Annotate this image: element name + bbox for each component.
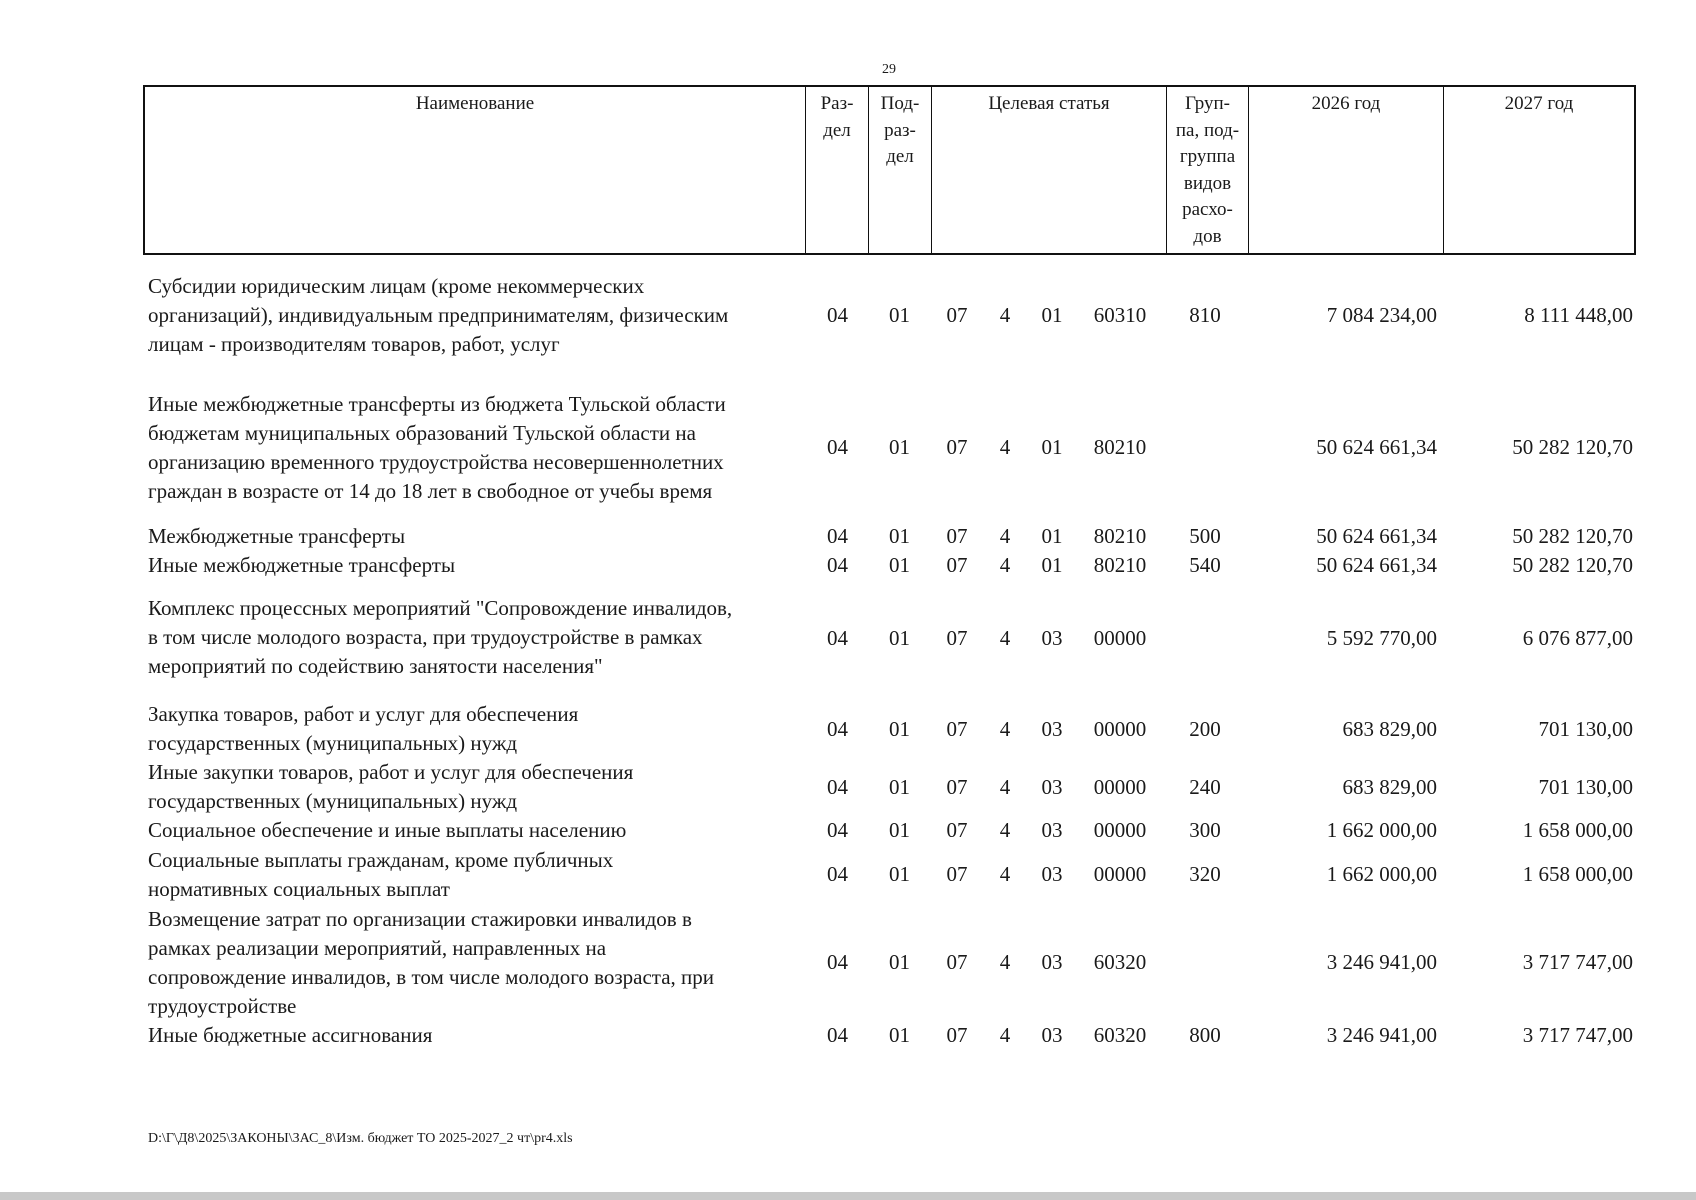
row-expense-group: 800 — [1189, 1023, 1221, 1047]
row-target-type: 4 — [999, 862, 1011, 886]
row-target-direction: 80210 — [1093, 435, 1147, 459]
row-amount-2026: 683 829,00 — [1342, 717, 1437, 741]
row-target-type: 4 — [999, 818, 1011, 842]
row-target-complex: 03 — [1041, 775, 1063, 799]
row-target-direction: 60320 — [1093, 1023, 1147, 1047]
row-target-direction: 80210 — [1093, 524, 1147, 548]
table-row — [0, 905, 1696, 1021]
row-amount-2026: 50 624 661,34 — [1316, 524, 1437, 548]
row-expense-group: 810 — [1189, 303, 1221, 327]
row-target-program: 07 — [946, 626, 968, 650]
row-target-program: 07 — [946, 717, 968, 741]
row-name: Социальные выплаты гражданам, кроме публичных нормативных социальных выплат — [148, 848, 614, 901]
row-razdel: 04 — [827, 717, 848, 741]
row-target-program: 07 — [946, 818, 968, 842]
row-expense-group: 320 — [1189, 862, 1221, 886]
row-target-direction: 00000 — [1093, 626, 1147, 650]
table-row — [0, 816, 1696, 845]
row-amount-2027: 50 282 120,70 — [1512, 524, 1633, 548]
row-amount-2026: 5 592 770,00 — [1326, 626, 1437, 650]
table-row — [0, 551, 1696, 580]
row-target-program: 07 — [946, 862, 968, 886]
row-razdel: 04 — [827, 553, 848, 577]
row-target-complex: 03 — [1041, 626, 1063, 650]
row-razdel: 04 — [827, 775, 848, 799]
table-header — [143, 85, 1636, 255]
row-target-type: 4 — [999, 435, 1011, 459]
row-expense-group: 200 — [1189, 717, 1221, 741]
row-target-program: 07 — [946, 1023, 968, 1047]
header-name: Наименование — [415, 93, 535, 114]
row-podrazdel: 01 — [889, 524, 910, 548]
table-row — [0, 594, 1696, 681]
row-amount-2027: 3 717 747,00 — [1522, 950, 1633, 974]
header-expense-group: Груп- па, под- группа видов расхо- дов — [1166, 87, 1248, 253]
row-expense-group: 540 — [1189, 553, 1221, 577]
row-name: Закупка товаров, работ и услуг для обеспечения государственных (муниципальных) нужд — [148, 702, 579, 755]
row-target-complex: 03 — [1041, 1023, 1063, 1047]
scan-edge — [0, 1192, 1696, 1200]
row-target-type: 4 — [999, 1023, 1011, 1047]
row-podrazdel: 01 — [889, 1023, 910, 1047]
row-podrazdel: 01 — [889, 435, 910, 459]
page-number: 29 — [882, 62, 896, 77]
row-podrazdel: 01 — [889, 862, 910, 886]
file-path-footer: D:\Г\Д8\2025\ЗАКОНЫ\ЗАС_8\Изм. бюджет ТО 2025-2027_2 чт\pr4.xls — [148, 1131, 573, 1146]
row-name: Иные межбюджетные трансферты из бюджета Тульской области бюджетам муниципальных образований Тульской области на организацию временного трудоустройства несовершеннолетних граждан в возрасте от 14 до 18 лет в свободное от учебы время — [148, 392, 726, 503]
row-target-direction: 60320 — [1093, 950, 1147, 974]
row-expense-group: 300 — [1189, 818, 1221, 842]
row-name: Возмещение затрат по организации стажировки инвалидов в рамках реализации мероприятий, направленных на сопровождение инвалидов, в том числе молодого возраста, при трудоустройстве — [148, 907, 715, 1018]
row-target-direction: 60310 — [1093, 303, 1147, 327]
row-target-program: 07 — [946, 950, 968, 974]
row-amount-2026: 7 084 234,00 — [1326, 303, 1437, 327]
row-target-program: 07 — [946, 775, 968, 799]
row-target-type: 4 — [999, 553, 1011, 577]
row-amount-2026: 3 246 941,00 — [1326, 1023, 1437, 1047]
row-amount-2027: 701 130,00 — [1538, 717, 1633, 741]
row-podrazdel: 01 — [889, 775, 910, 799]
row-target-complex: 01 — [1041, 435, 1063, 459]
row-target-type: 4 — [999, 775, 1011, 799]
row-target-direction: 80210 — [1093, 553, 1147, 577]
row-razdel: 04 — [827, 950, 848, 974]
table-row — [0, 846, 1696, 904]
row-amount-2027: 701 130,00 — [1538, 775, 1633, 799]
row-razdel: 04 — [827, 1023, 848, 1047]
row-target-complex: 01 — [1041, 303, 1063, 327]
row-target-complex: 03 — [1041, 862, 1063, 886]
row-name: Иные межбюджетные трансферты — [148, 553, 456, 577]
header-podrazdel: Под- раз- дел — [868, 87, 931, 253]
row-amount-2026: 1 662 000,00 — [1326, 862, 1437, 886]
row-amount-2026: 3 246 941,00 — [1326, 950, 1437, 974]
row-target-complex: 01 — [1041, 553, 1063, 577]
row-target-type: 4 — [999, 524, 1011, 548]
row-razdel: 04 — [827, 524, 848, 548]
row-amount-2027: 1 658 000,00 — [1522, 818, 1633, 842]
row-amount-2027: 50 282 120,70 — [1512, 553, 1633, 577]
row-amount-2026: 1 662 000,00 — [1326, 818, 1437, 842]
row-target-complex: 01 — [1041, 524, 1063, 548]
row-amount-2026: 50 624 661,34 — [1316, 553, 1437, 577]
table-row — [0, 1021, 1696, 1050]
row-target-program: 07 — [946, 303, 968, 327]
row-podrazdel: 01 — [889, 553, 910, 577]
row-target-complex: 03 — [1041, 950, 1063, 974]
row-podrazdel: 01 — [889, 626, 910, 650]
table-row — [0, 390, 1696, 506]
row-target-direction: 00000 — [1093, 717, 1147, 741]
row-target-complex: 03 — [1041, 818, 1063, 842]
row-name: Иные бюджетные ассигнования — [148, 1023, 433, 1047]
row-target-direction: 00000 — [1093, 862, 1147, 886]
header-year-2026: 2026 год — [1248, 87, 1443, 253]
row-target-program: 07 — [946, 524, 968, 548]
row-expense-group: 240 — [1189, 775, 1221, 799]
row-name: Социальное обеспечение и иные выплаты населению — [148, 818, 627, 842]
table-row — [0, 272, 1696, 359]
row-amount-2027: 6 076 877,00 — [1522, 626, 1633, 650]
row-target-type: 4 — [999, 950, 1011, 974]
row-target-complex: 03 — [1041, 717, 1063, 741]
row-amount-2027: 3 717 747,00 — [1522, 1023, 1633, 1047]
header-year-2027: 2027 год — [1443, 87, 1634, 253]
row-podrazdel: 01 — [889, 717, 910, 741]
row-amount-2027: 8 111 448,00 — [1524, 303, 1633, 327]
row-razdel: 04 — [827, 626, 848, 650]
row-target-direction: 00000 — [1093, 775, 1147, 799]
row-razdel: 04 — [827, 435, 848, 459]
row-amount-2027: 1 658 000,00 — [1522, 862, 1633, 886]
row-podrazdel: 01 — [889, 818, 910, 842]
row-amount-2027: 50 282 120,70 — [1512, 435, 1633, 459]
table-row — [0, 700, 1696, 758]
row-name: Иные закупки товаров, работ и услуг для обеспечения государственных (муниципальных) нужд — [148, 760, 634, 813]
row-podrazdel: 01 — [889, 303, 910, 327]
row-razdel: 04 — [827, 862, 848, 886]
row-amount-2026: 683 829,00 — [1342, 775, 1437, 799]
row-podrazdel: 01 — [889, 950, 910, 974]
row-target-type: 4 — [999, 717, 1011, 741]
row-target-type: 4 — [999, 303, 1011, 327]
row-target-type: 4 — [999, 626, 1011, 650]
row-razdel: 04 — [827, 303, 848, 327]
row-target-program: 07 — [946, 553, 968, 577]
row-name: Межбюджетные трансферты — [148, 524, 406, 548]
header-razdel: Раз- дел — [805, 87, 868, 253]
row-razdel: 04 — [827, 818, 848, 842]
row-amount-2026: 50 624 661,34 — [1316, 435, 1437, 459]
table-row — [0, 758, 1696, 816]
row-expense-group: 500 — [1189, 524, 1221, 548]
row-name: Комплекс процессных мероприятий "Сопровождение инвалидов, в том числе молодого возраста, при трудоустройстве в рамках мероприятий по содействию занятости населения" — [148, 596, 733, 678]
row-target-direction: 00000 — [1093, 818, 1147, 842]
header-target-article: Целевая статья — [931, 87, 1166, 253]
row-name: Субсидии юридическим лицам (кроме некоммерческих организаций), индивидуальным предпринимателям, физическим лицам - производителям товаров, работ, услуг — [148, 274, 729, 356]
table-row — [0, 522, 1696, 551]
row-target-program: 07 — [946, 435, 968, 459]
